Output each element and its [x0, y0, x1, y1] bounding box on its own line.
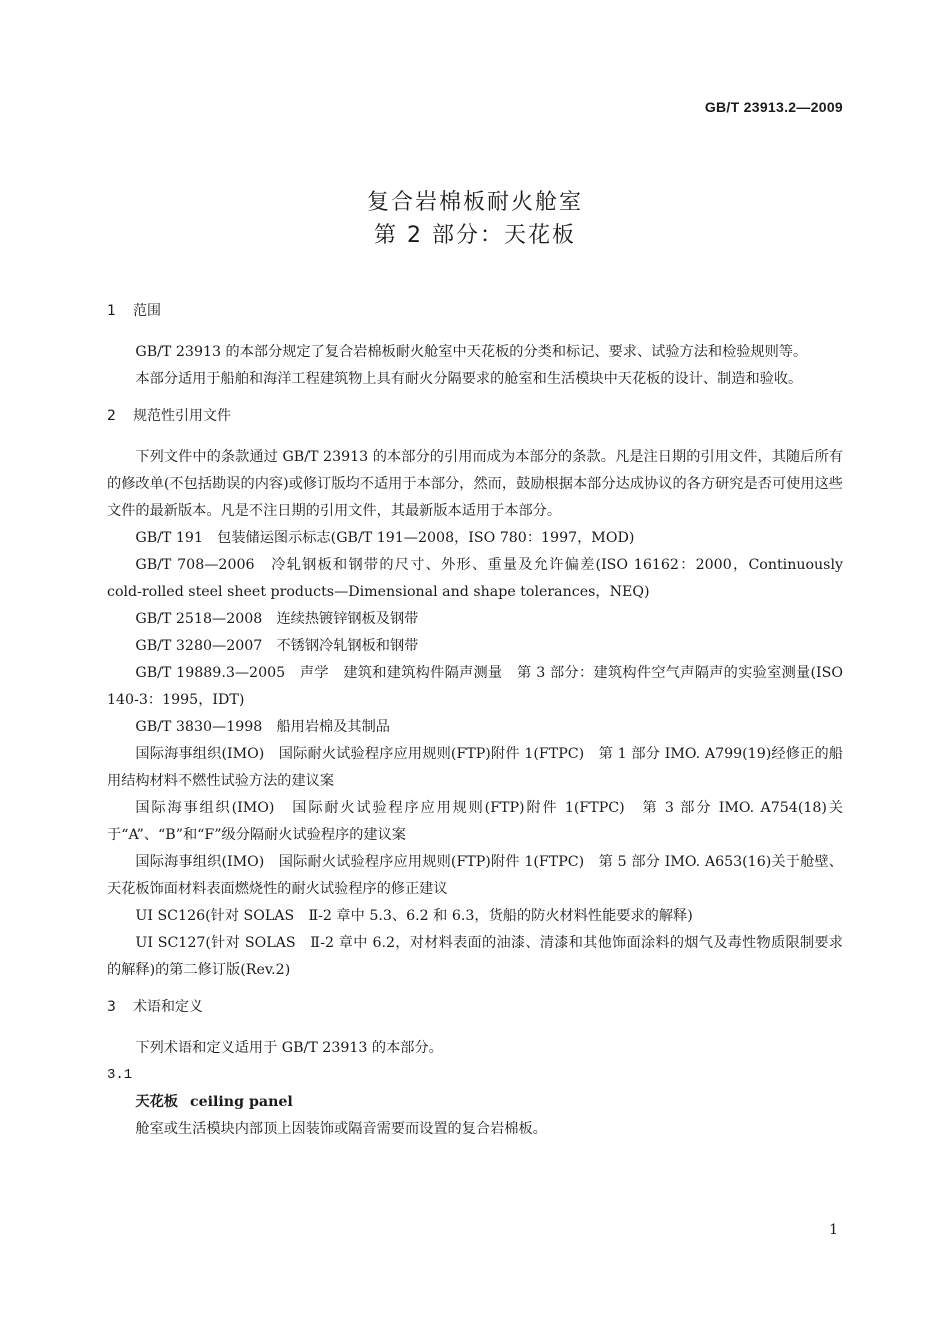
reference-item: GB/T 19889.3—2005 声学 建筑和建筑构件隔声测量 第 3 部分：建筑构件空气声隔声的实验室测量(ISO 140-3：1995，IDT) — [107, 665, 843, 708]
document-subtitle: 第 2 部分：天花板 — [374, 223, 576, 248]
reference-item: 国际海事组织(IMO) 国际耐火试验程序应用规则(FTP)附件 1(FTPC) 第 3 部分 IMO. A754(18)关于“A”、“B”和“F”级分隔耐火试验程序的建议案 — [107, 800, 843, 843]
page-number: 1 — [829, 1222, 838, 1238]
reference-item: UI SC127(针对 SOLAS Ⅱ-2 章中 6.2，对材料表面的油漆、清漆和其他饰面涂料的烟气及毒性物质限制要求的解释)的第二修订版(Rev.2) — [107, 935, 843, 978]
paragraph: 本部分适用于船舶和海洋工程建筑物上具有耐火分隔要求的舱室和生活模块中天花板的设计、制造和验收。 — [135, 371, 803, 387]
section-2-heading — [107, 403, 843, 430]
paragraph: 下列文件中的条款通过 GB/T 23913 的本部分的引用而成为本部分的条款。凡是注日期的引用文件，其随后所有的修改单(不包括勘误的内容)或修订版均不适用于本部分，然而，鼓励根据本部分达成协议的各方研究是否可使用这些文件的最新版本。凡是不注日期的引用文件，其最新版本适用于本部分。 — [107, 449, 843, 519]
section-title: 范围 — [133, 303, 161, 319]
section-title: 规范性引用文件 — [133, 408, 231, 424]
reference-item: GB/T 708—2006 冷轧钢板和钢带的尺寸、外形、重量及允许偏差(ISO 16162：2000，Continuously cold-rolled steel sheet products—Dimensional and shape tolerances，NEQ) — [107, 557, 843, 600]
reference-item: GB/T 2518—2008 连续热镀锌钢板及钢带 — [135, 611, 419, 627]
paragraph: GB/T 23913 的本部分规定了复合岩棉板耐火舱室中天花板的分类和标记、要求、试验方法和检验规则等。 — [135, 344, 808, 360]
reference-item: GB/T 3280—2007 不锈钢冷轧钢板和钢带 — [135, 638, 419, 654]
subclause-number: 3.1 — [107, 1067, 133, 1083]
document-body — [107, 298, 843, 1143]
reference-item: UI SC126(针对 SOLAS Ⅱ-2 章中 5.3、6.2 和 6.3，货船的防火材料性能要求的解释) — [135, 908, 693, 924]
standard-number: GB/T 23913.2—2009 — [704, 99, 843, 115]
term-chinese: 天花板 — [135, 1094, 178, 1110]
term-definition: 舱室或生活模块内部顶上因装饰或隔音需要而设置的复合岩棉板。 — [135, 1121, 547, 1137]
term-entry — [107, 1089, 843, 1116]
section-number: 3 — [107, 999, 116, 1015]
document-title: 复合岩棉板耐火舱室 — [366, 190, 583, 215]
reference-item: 国际海事组织(IMO) 国际耐火试验程序应用规则(FTP)附件 1(FTPC) 第 1 部分 IMO. A799(19)经修正的船用结构材料不燃性试验方法的建议案 — [107, 746, 843, 789]
term-english: ceiling panel — [189, 1094, 293, 1110]
reference-item: 国际海事组织(IMO) 国际耐火试验程序应用规则(FTP)附件 1(FTPC) 第 5 部分 IMO. A653(16)关于舱壁、天花板饰面材料表面燃烧性的耐火试验程序的修正建议 — [107, 854, 843, 897]
paragraph: 下列术语和定义适用于 GB/T 23913 的本部分。 — [135, 1040, 443, 1056]
section-number: 1 — [107, 303, 116, 319]
section-3-heading — [107, 994, 843, 1021]
section-1-heading — [107, 298, 843, 325]
section-number: 2 — [107, 408, 116, 424]
section-title: 术语和定义 — [133, 999, 203, 1015]
reference-item: GB/T 191 包装储运图示标志(GB/T 191—2008，ISO 780：1997，MOD) — [135, 530, 635, 546]
reference-item: GB/T 3830—1998 船用岩棉及其制品 — [135, 719, 390, 735]
